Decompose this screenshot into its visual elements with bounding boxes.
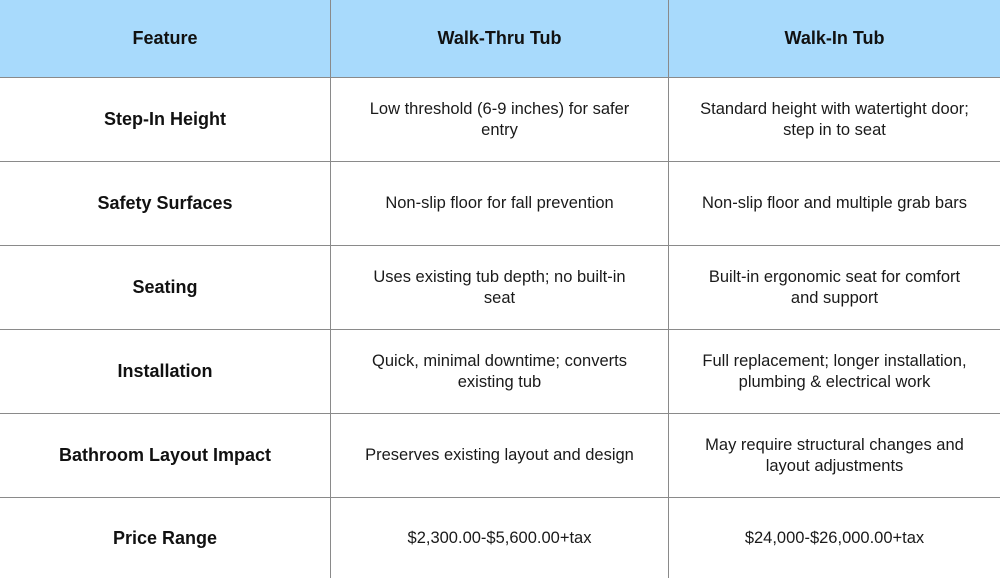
- row-price-range-walk-thru: [331, 498, 669, 578]
- header-walk-thru-label: Walk-Thru Tub: [437, 28, 562, 48]
- row-seating-walk-thru: [331, 246, 669, 330]
- cell-text-line: plumbing & electrical work: [738, 372, 931, 391]
- cell-text-line: Standard height with watertight door;: [700, 99, 969, 118]
- row-step-in-height-walk-thru: [331, 78, 669, 162]
- cell-text-line: $24,000-$26,000.00+tax: [744, 528, 925, 547]
- cell-text-line: Full replacement; longer installation,: [702, 351, 967, 370]
- feature-label: Safety Surfaces: [97, 193, 233, 213]
- row-bathroom-layout-impact-feature: [0, 414, 331, 498]
- feature-label: Installation: [117, 361, 213, 381]
- row-price-range-feature: [0, 498, 331, 578]
- row-safety-surfaces-walk-thru: [331, 162, 669, 246]
- cell-text-line: Quick, minimal downtime; converts: [372, 351, 627, 370]
- cell-text-line: seat: [483, 288, 516, 307]
- feature-label: Price Range: [112, 527, 218, 548]
- row-bathroom-layout-impact-walk-thru: [331, 414, 669, 498]
- row-step-in-height-feature: [0, 78, 331, 162]
- cell-text-line: Low threshold (6-9 inches) for safer: [369, 99, 630, 118]
- cell-text-line: $2,300.00-$5,600.00+tax: [407, 528, 592, 547]
- header-walk-in-label: Walk-In Tub: [784, 28, 885, 48]
- cell-text-line: and support: [790, 288, 879, 307]
- cell-text-line: entry: [481, 120, 518, 139]
- cell-text-line: Built-in ergonomic seat for comfort: [708, 267, 961, 286]
- header-feature: [0, 0, 331, 78]
- header-feature-label: Feature: [132, 28, 198, 48]
- row-safety-surfaces-walk-in: [669, 162, 1000, 246]
- row-step-in-height-walk-in: [669, 78, 1000, 162]
- cell-text-line: May require structural changes and: [705, 435, 964, 454]
- header-walk-thru-tub: [331, 0, 669, 78]
- row-seating-walk-in: [669, 246, 1000, 330]
- row-installation-feature: [0, 330, 331, 414]
- cell-text-line: existing tub: [457, 372, 542, 391]
- cell-text-line: Non-slip floor for fall prevention: [385, 194, 614, 212]
- row-installation-walk-in: [669, 330, 1000, 414]
- header-walk-in-tub: [669, 0, 1000, 78]
- cell-text-line: Uses existing tub depth; no built-in: [373, 267, 626, 286]
- row-bathroom-layout-impact-walk-in: [669, 414, 1000, 498]
- row-safety-surfaces-feature: [0, 162, 331, 246]
- feature-label: Bathroom Layout Impact: [58, 445, 272, 465]
- feature-label: Seating: [132, 277, 198, 297]
- cell-text-line: Preserves existing layout and design: [365, 446, 634, 464]
- row-price-range-walk-in: [669, 498, 1000, 578]
- cell-text-line: Non-slip floor and multiple grab bars: [701, 194, 968, 212]
- row-seating-feature: [0, 246, 331, 330]
- feature-label: Step-In Height: [104, 109, 226, 129]
- cell-text-line: step in to seat: [783, 120, 886, 139]
- row-installation-walk-thru: [331, 330, 669, 414]
- cell-text-line: layout adjustments: [765, 456, 904, 475]
